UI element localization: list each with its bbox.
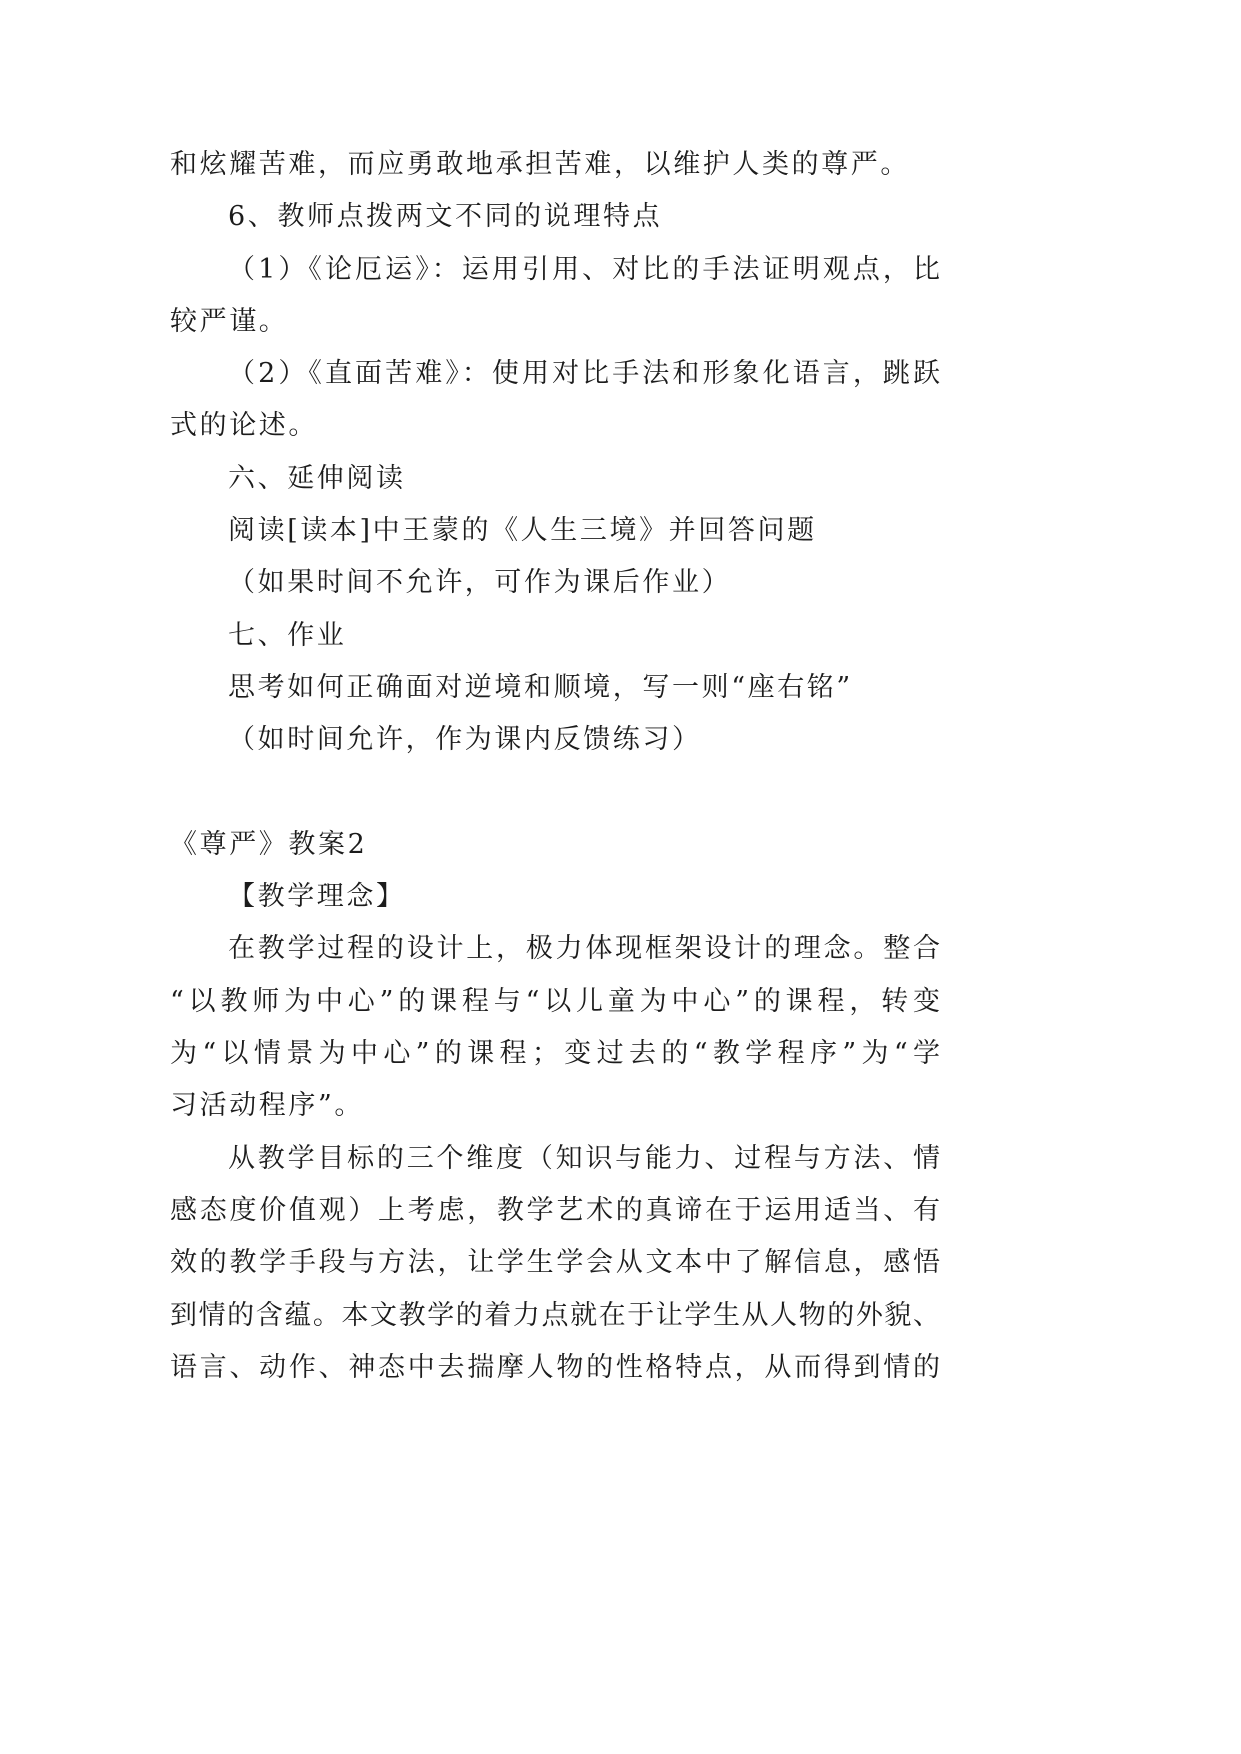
paragraph-line: （2）《直面苦难》：使用对比手法和形象化语言，跳跃 — [228, 358, 940, 390]
paragraph-line: 从教学目标的三个维度（知识与能力、过程与方法、情 — [228, 1142, 940, 1174]
paragraph-line: 效的教学手段与方法，让学生学会从文本中了解信息，感悟 — [170, 1247, 940, 1279]
paragraph-line: 为“以情景为中心”的课程；变过去的“教学程序”为“学 — [170, 1038, 940, 1070]
paragraph-line: 和炫耀苦难，而应勇敢地承担苦难，以维护人类的尊严。 — [170, 149, 910, 180]
paragraph-line: 在教学过程的设计上，极力体现框架设计的理念。整合 — [228, 933, 940, 965]
paragraph-line: 思考如何正确面对逆境和顺境，写一则“座右铭” — [228, 671, 853, 703]
paragraph-line: （1）《论厄运》：运用引用、对比的手法证明观点，比 — [228, 253, 940, 285]
paragraph-line: 感态度价值观）上考虑，教学艺术的真谛在于运用适当、有 — [170, 1194, 940, 1226]
step-heading: 6、教师点拨两文不同的说理特点 — [228, 201, 663, 233]
section-heading: 七、作业 — [228, 619, 347, 651]
paragraph-line: 阅读[读本]中王蒙的《人生三境》并回答问题 — [228, 515, 817, 547]
paragraph-line: （如果时间不允许，可作为课后作业） — [228, 567, 732, 599]
paragraph-line: 式的论述。 — [170, 410, 318, 442]
blank-line — [170, 767, 940, 819]
paragraph-line: （如时间允许，作为课内反馈练习） — [228, 724, 702, 756]
document-body — [170, 139, 940, 1394]
section-heading: 【教学理念】 — [228, 881, 406, 913]
document-title: 《尊严》教案2 — [170, 828, 368, 860]
paragraph-line: “以教师为中心”的课程与“以儿童为中心”的课程，转变 — [170, 985, 940, 1017]
paragraph-line: 较严谨。 — [170, 305, 289, 337]
paragraph-line: 习活动程序”。 — [170, 1090, 365, 1122]
paragraph-line: 语言、动作、神态中去揣摩人物的性格特点，从而得到情的 — [170, 1351, 940, 1383]
paragraph-line: 到情的含蕴。本文教学的着力点就在于让学生从人物的外貌、 — [170, 1299, 940, 1331]
section-heading: 六、延伸阅读 — [228, 462, 406, 494]
